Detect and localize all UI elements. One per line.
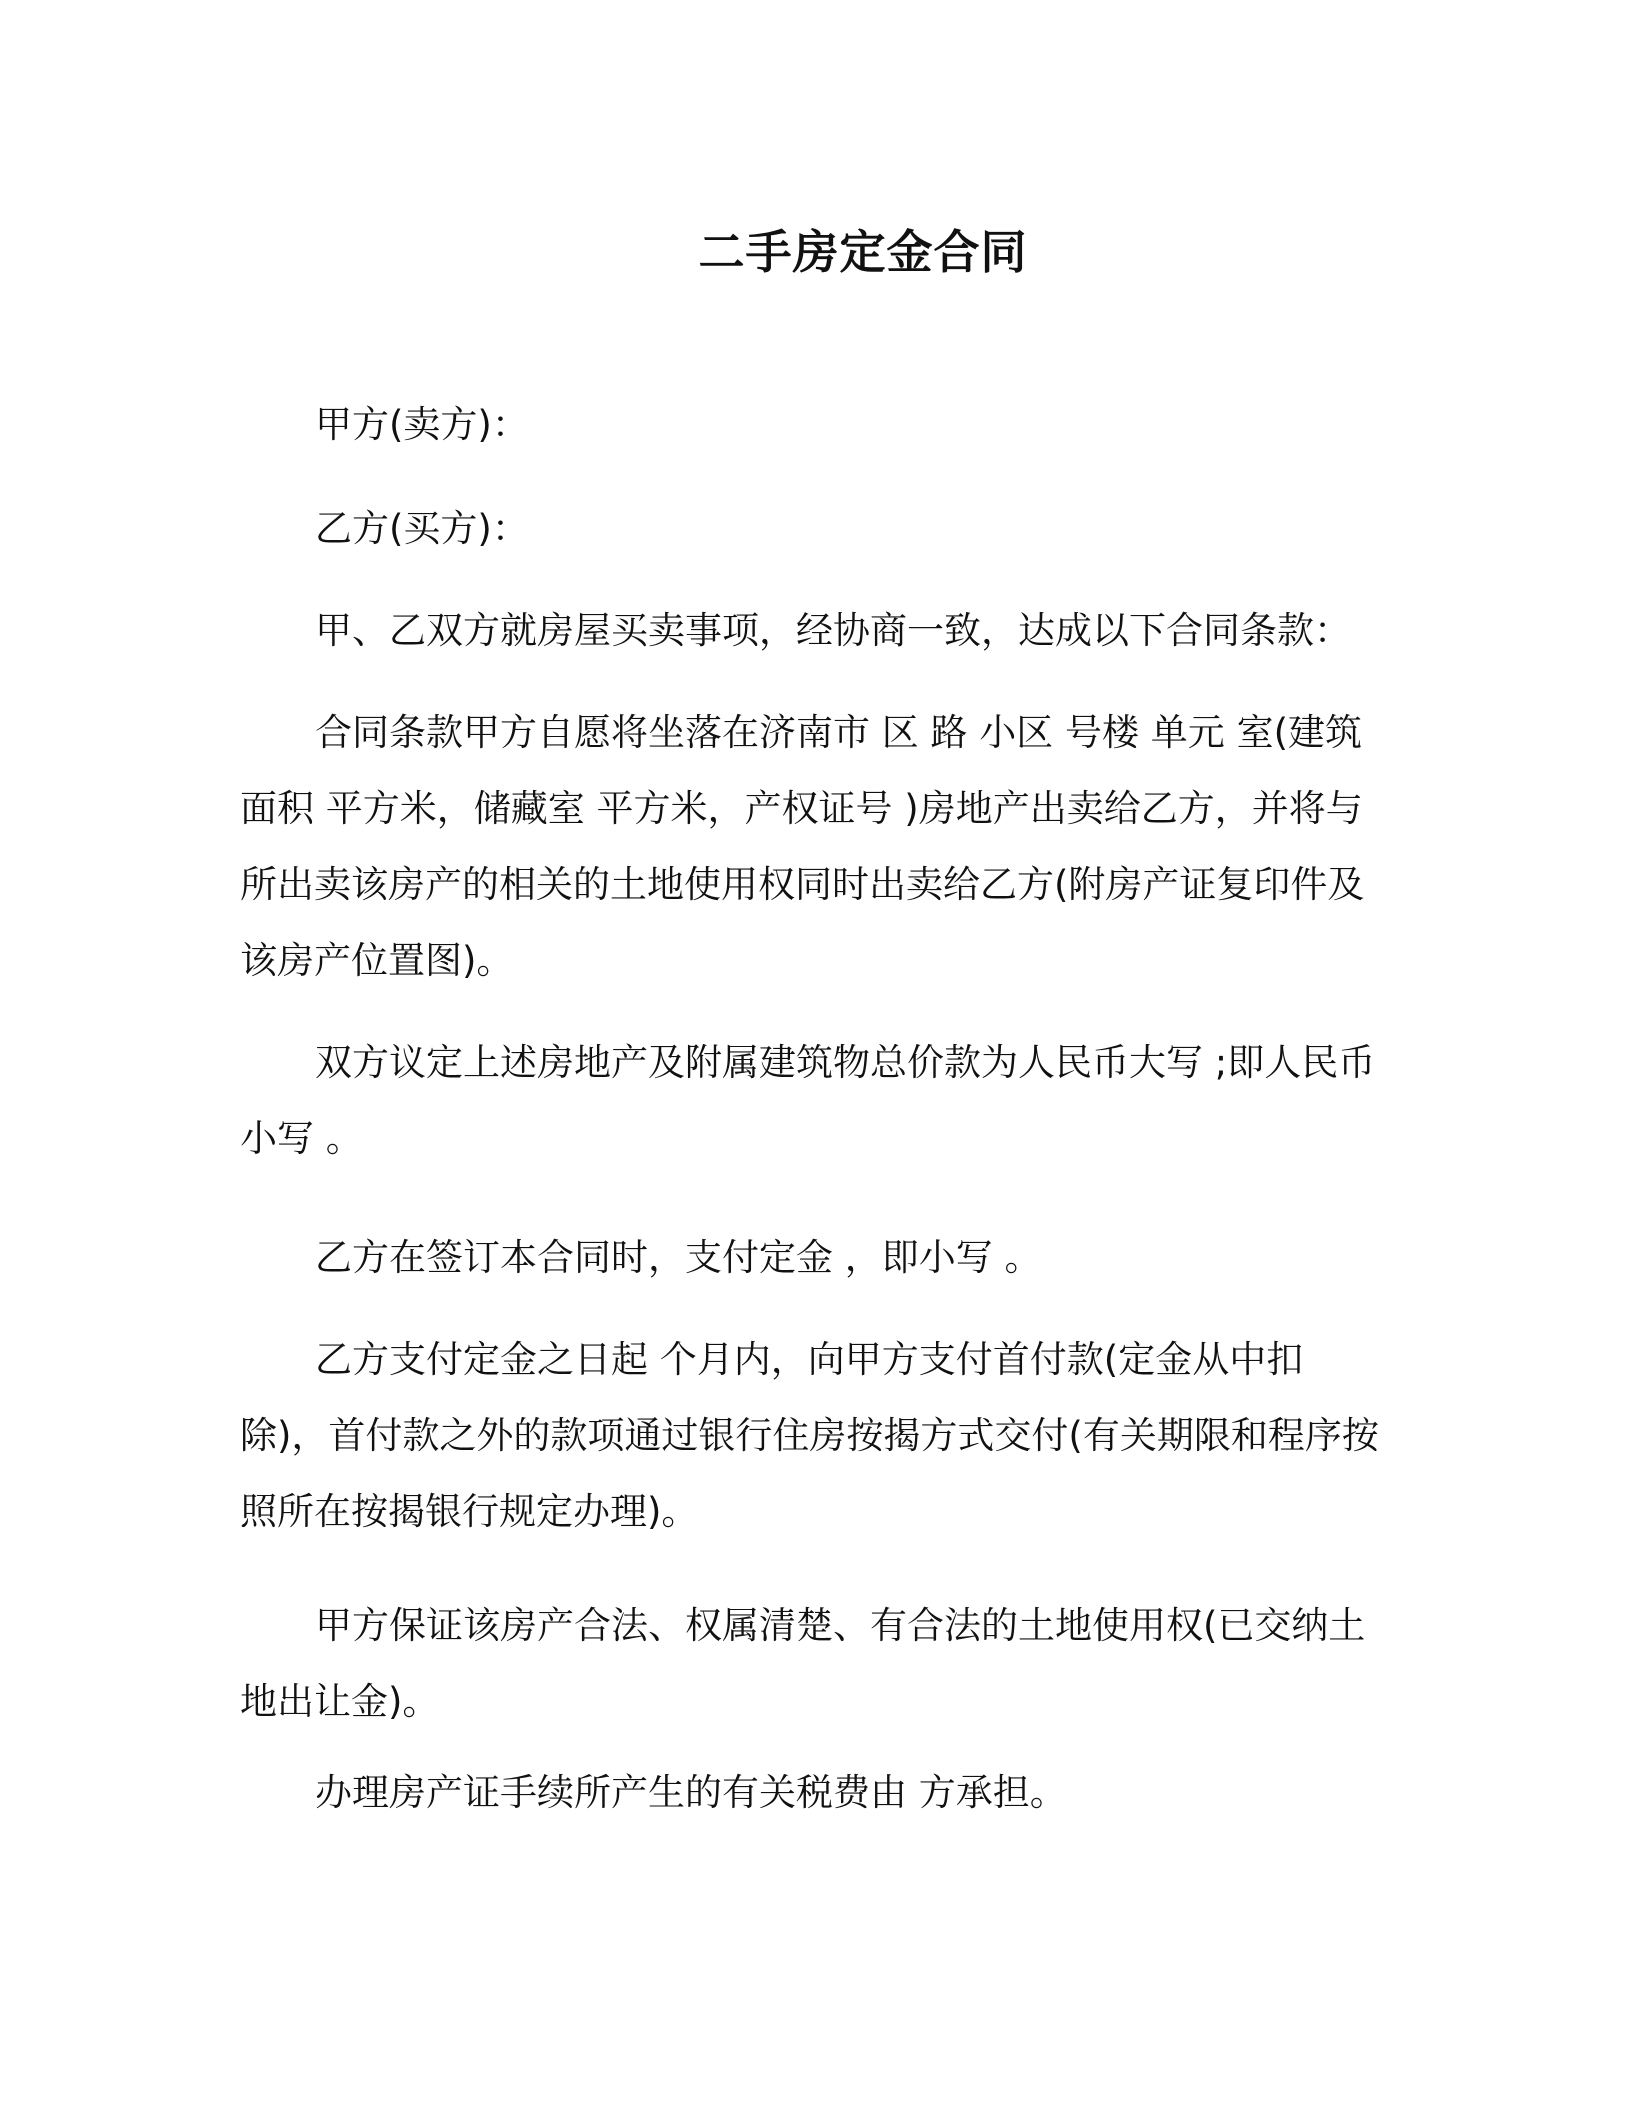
document-title: 二手房定金合同 xyxy=(698,225,1028,279)
party-a-seller: 甲方(卖方)： xyxy=(315,403,529,446)
down-payment-clause: 乙方支付定金之日起 个月内，向甲方支付首付款(定金从中扣除)，首付款之外的款项通过银行住房按揭方式交付(有关期限和程序按照所在按揭银行规定办理)。 xyxy=(240,1338,1379,1533)
total-price-clause: 双方议定上述房地产及附属建筑物总价款为人民币大写 ;即人民币小写 。 xyxy=(240,1041,1376,1160)
taxes-fees-clause: 办理房产证手续所产生的有关税费由 方承担。 xyxy=(315,1771,1067,1814)
agreement-intro: 甲、乙双方就房屋买卖事项，经协商一致，达成以下合同条款： xyxy=(315,609,1351,652)
deposit-clause: 乙方在签订本合同时，支付定金 ，即小写 。 xyxy=(315,1236,1042,1279)
property-description-clause: 合同条款甲方自愿将坐落在济南市 区 路 小区 号楼 单元 室(建筑面积 平方米，储藏室 平方米，产权证号 )房地产出卖给乙方，并将与所出卖该房产的相关的土地使用权同时出卖给乙方(附房产证复印件及该房产位置图)。 xyxy=(240,711,1365,982)
party-b-buyer: 乙方(买方)： xyxy=(315,507,529,550)
seller-guarantee-clause: 甲方保证该房产合法、权属清楚、有合法的土地使用权(已交纳土地出让金)。 xyxy=(240,1604,1366,1723)
